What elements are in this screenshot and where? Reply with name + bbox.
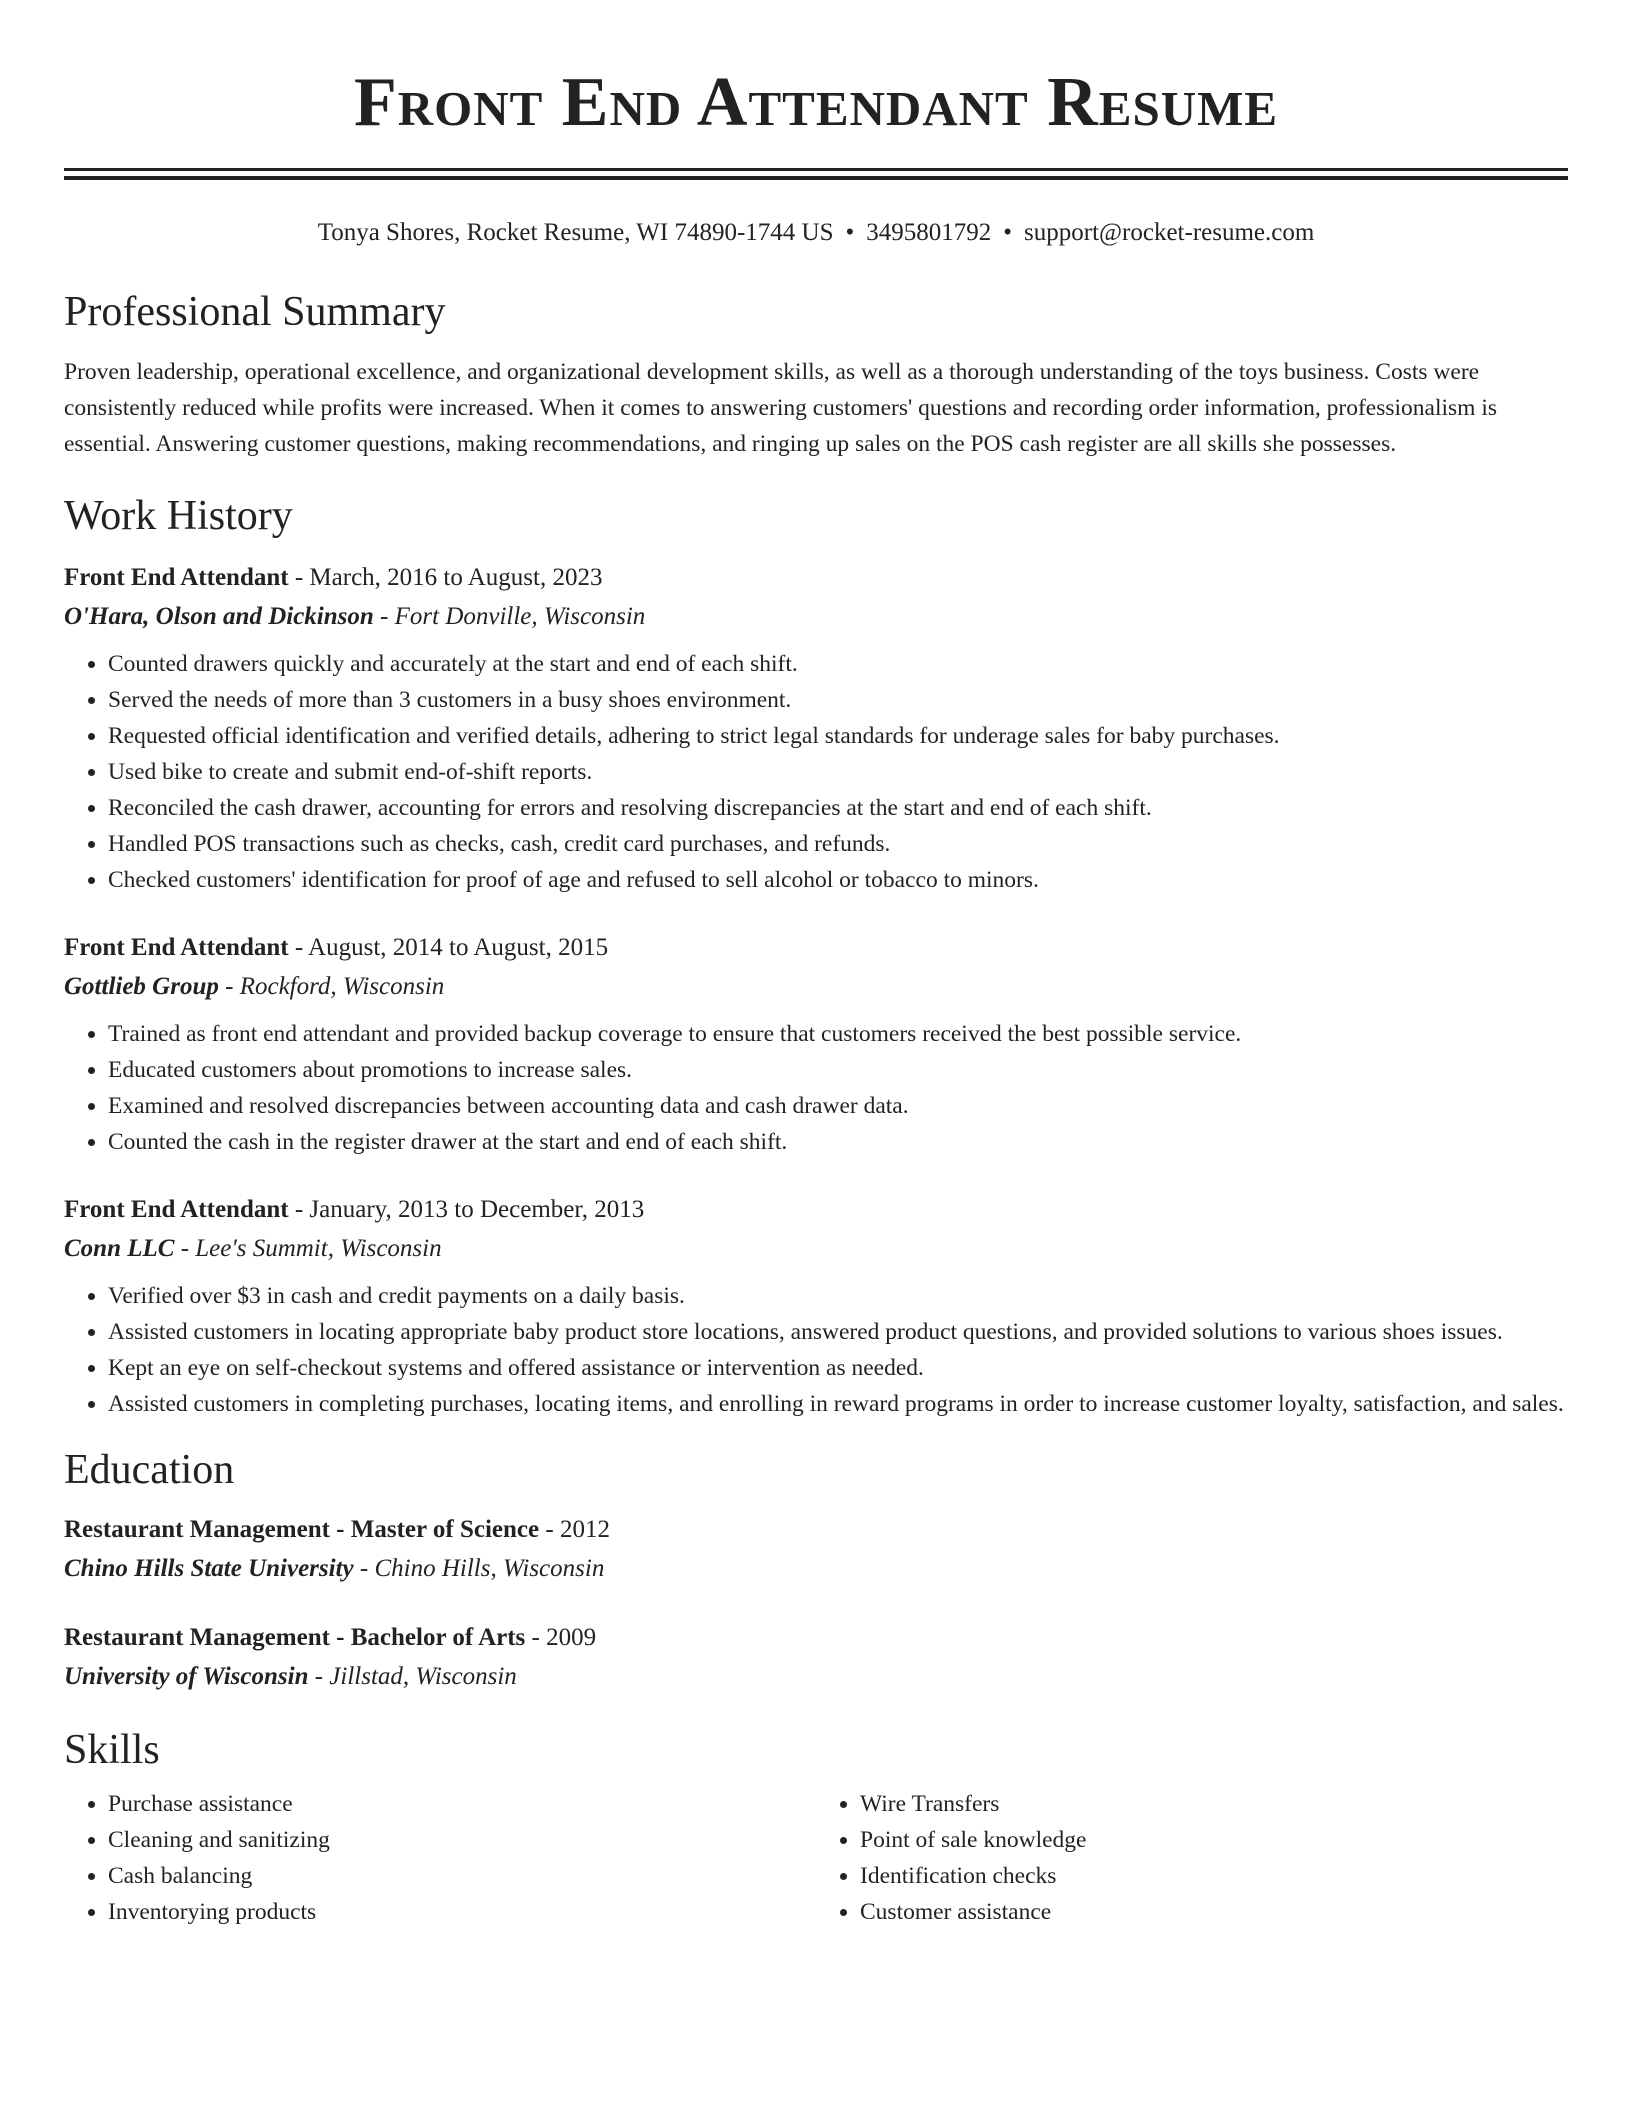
job-company: O'Hara, Olson and Dickinson (64, 603, 374, 630)
skill-item: • Identification checks (860, 1858, 1568, 1894)
job-title-line (64, 928, 1568, 967)
job-dates: - January, 2013 to December, 2013 (288, 1196, 645, 1223)
summary-text: Proven leadership, operational excellence, and organizational development skills, as well as a thorough understanding of the toys business. Costs were consistently reduced while profits were increased. When it comes to answering customers' questions and recording order information, professionalism is essential. Answering customer questions, making recommendations, and ringing up sales on the POS cash register are all skills she possesses. (64, 359, 1498, 457)
section-heading-skills: Skills (64, 1727, 160, 1773)
job-company-line (64, 1229, 1568, 1268)
skill-item: • Cleaning and sanitizing (108, 1822, 816, 1858)
job-title-line (64, 1190, 1568, 1229)
skill-item: • Inventorying products (108, 1894, 816, 1930)
job-bullet: • Checked customers' identification for proof of age and refused to sell alcohol or tobacco to minors. (108, 862, 1568, 898)
job-bullets (64, 1278, 1568, 1422)
job-bullet: • Assisted customers in completing purchases, locating items, and enrolling in reward programs in order to increase customer loyalty, satisfaction, and sales. (108, 1386, 1568, 1422)
job-bullet: • Reconciled the cash drawer, accounting for errors and resolving discrepancies at the start and end of each shift. (108, 790, 1568, 826)
job-bullet: • Used bike to create and submit end-of-shift reports. (108, 754, 1568, 790)
section-heading-work-history: Work History (64, 493, 293, 539)
job-title-line (64, 558, 1568, 597)
skill-item: • Point of sale knowledge (860, 1822, 1568, 1858)
job-bullet: • Requested official identification and verified details, adhering to strict legal standards for underage sales for baby purchases. (108, 718, 1568, 754)
job-bullet: • Verified over $3 in cash and credit payments on a daily basis. (108, 1278, 1568, 1314)
skill-item: • Customer assistance (860, 1894, 1568, 1930)
job-bullets (64, 1016, 1568, 1160)
education-degree-line (64, 1510, 1568, 1549)
job-company: Gottlieb Group (64, 973, 219, 1000)
job-company: Conn LLC (64, 1235, 175, 1262)
job-bullet: • Counted drawers quickly and accurately at the start and end of each shift. (108, 646, 1568, 682)
section-heading-education: Education (64, 1447, 235, 1493)
job-dates: - August, 2014 to August, 2015 (288, 934, 609, 961)
job-bullet: • Trained as front end attendant and provided backup coverage to ensure that customers received the best possible service. (108, 1016, 1568, 1052)
job-location: - Lee's Summit, Wisconsin (174, 1235, 442, 1262)
job-role: Front End Attendant (64, 1196, 289, 1223)
job-entry (64, 928, 1568, 1160)
contact-separator: • (845, 219, 855, 246)
skills-column-right (816, 1786, 1568, 1930)
education-school-line (64, 1549, 1568, 1588)
education-entry (64, 1618, 1568, 1696)
skills-grid (64, 1786, 1568, 1930)
education-degree: Restaurant Management - Master of Science (64, 1516, 540, 1543)
job-bullet: • Kept an eye on self-checkout systems and offered assistance or intervention as needed. (108, 1350, 1568, 1386)
resume-title: Front End Attendant Resume (353, 64, 1279, 141)
contact-separator: • (1003, 219, 1013, 246)
skills-column-left (64, 1786, 816, 1930)
job-company-line (64, 967, 1568, 1006)
job-location: - Fort Donville, Wisconsin (373, 603, 646, 630)
education-entry (64, 1510, 1568, 1588)
job-entry (64, 1190, 1568, 1422)
job-bullet: • Examined and resolved discrepancies between accounting data and cash drawer data. (108, 1088, 1568, 1124)
job-role: Front End Attendant (64, 564, 289, 591)
job-entry (64, 558, 1568, 898)
education-school: University of Wisconsin (64, 1663, 309, 1690)
education-school-line (64, 1657, 1568, 1696)
education-year: - 2009 (525, 1624, 597, 1651)
contact-email[interactable]: support@rocket-resume.com (1024, 219, 1315, 246)
skill-item: • Cash balancing (108, 1858, 816, 1894)
education-degree-line (64, 1618, 1568, 1657)
job-location: - Rockford, Wisconsin (218, 973, 445, 1000)
job-dates: - March, 2016 to August, 2023 (288, 564, 603, 591)
contact-line (64, 216, 1568, 250)
title-divider (64, 168, 1568, 180)
job-company-line (64, 597, 1568, 636)
job-role: Front End Attendant (64, 934, 289, 961)
job-bullet: • Educated customers about promotions to increase sales. (108, 1052, 1568, 1088)
job-bullet: • Assisted customers in locating appropriate baby product store locations, answered product questions, and provided solutions to various shoes issues. (108, 1314, 1568, 1350)
education-location: - Chino Hills, Wisconsin (353, 1555, 605, 1582)
skill-item: • Wire Transfers (860, 1786, 1568, 1822)
contact-address: Tonya Shores, Rocket Resume, WI 74890-1744 US (317, 219, 834, 246)
job-bullet: • Handled POS transactions such as checks, cash, credit card purchases, and refunds. (108, 826, 1568, 862)
job-bullets (64, 646, 1568, 898)
job-bullet: • Served the needs of more than 3 customers in a busy shoes environment. (108, 682, 1568, 718)
job-bullet: • Counted the cash in the register drawer at the start and end of each shift. (108, 1124, 1568, 1160)
education-degree: Restaurant Management - Bachelor of Arts (64, 1624, 526, 1651)
education-school: Chino Hills State University (64, 1555, 354, 1582)
section-heading-summary: Professional Summary (64, 289, 446, 335)
contact-phone: 3495801792 (866, 219, 992, 246)
education-location: - Jillstad, Wisconsin (308, 1663, 517, 1690)
education-year: - 2012 (539, 1516, 610, 1543)
skill-item: • Purchase assistance (108, 1786, 816, 1822)
